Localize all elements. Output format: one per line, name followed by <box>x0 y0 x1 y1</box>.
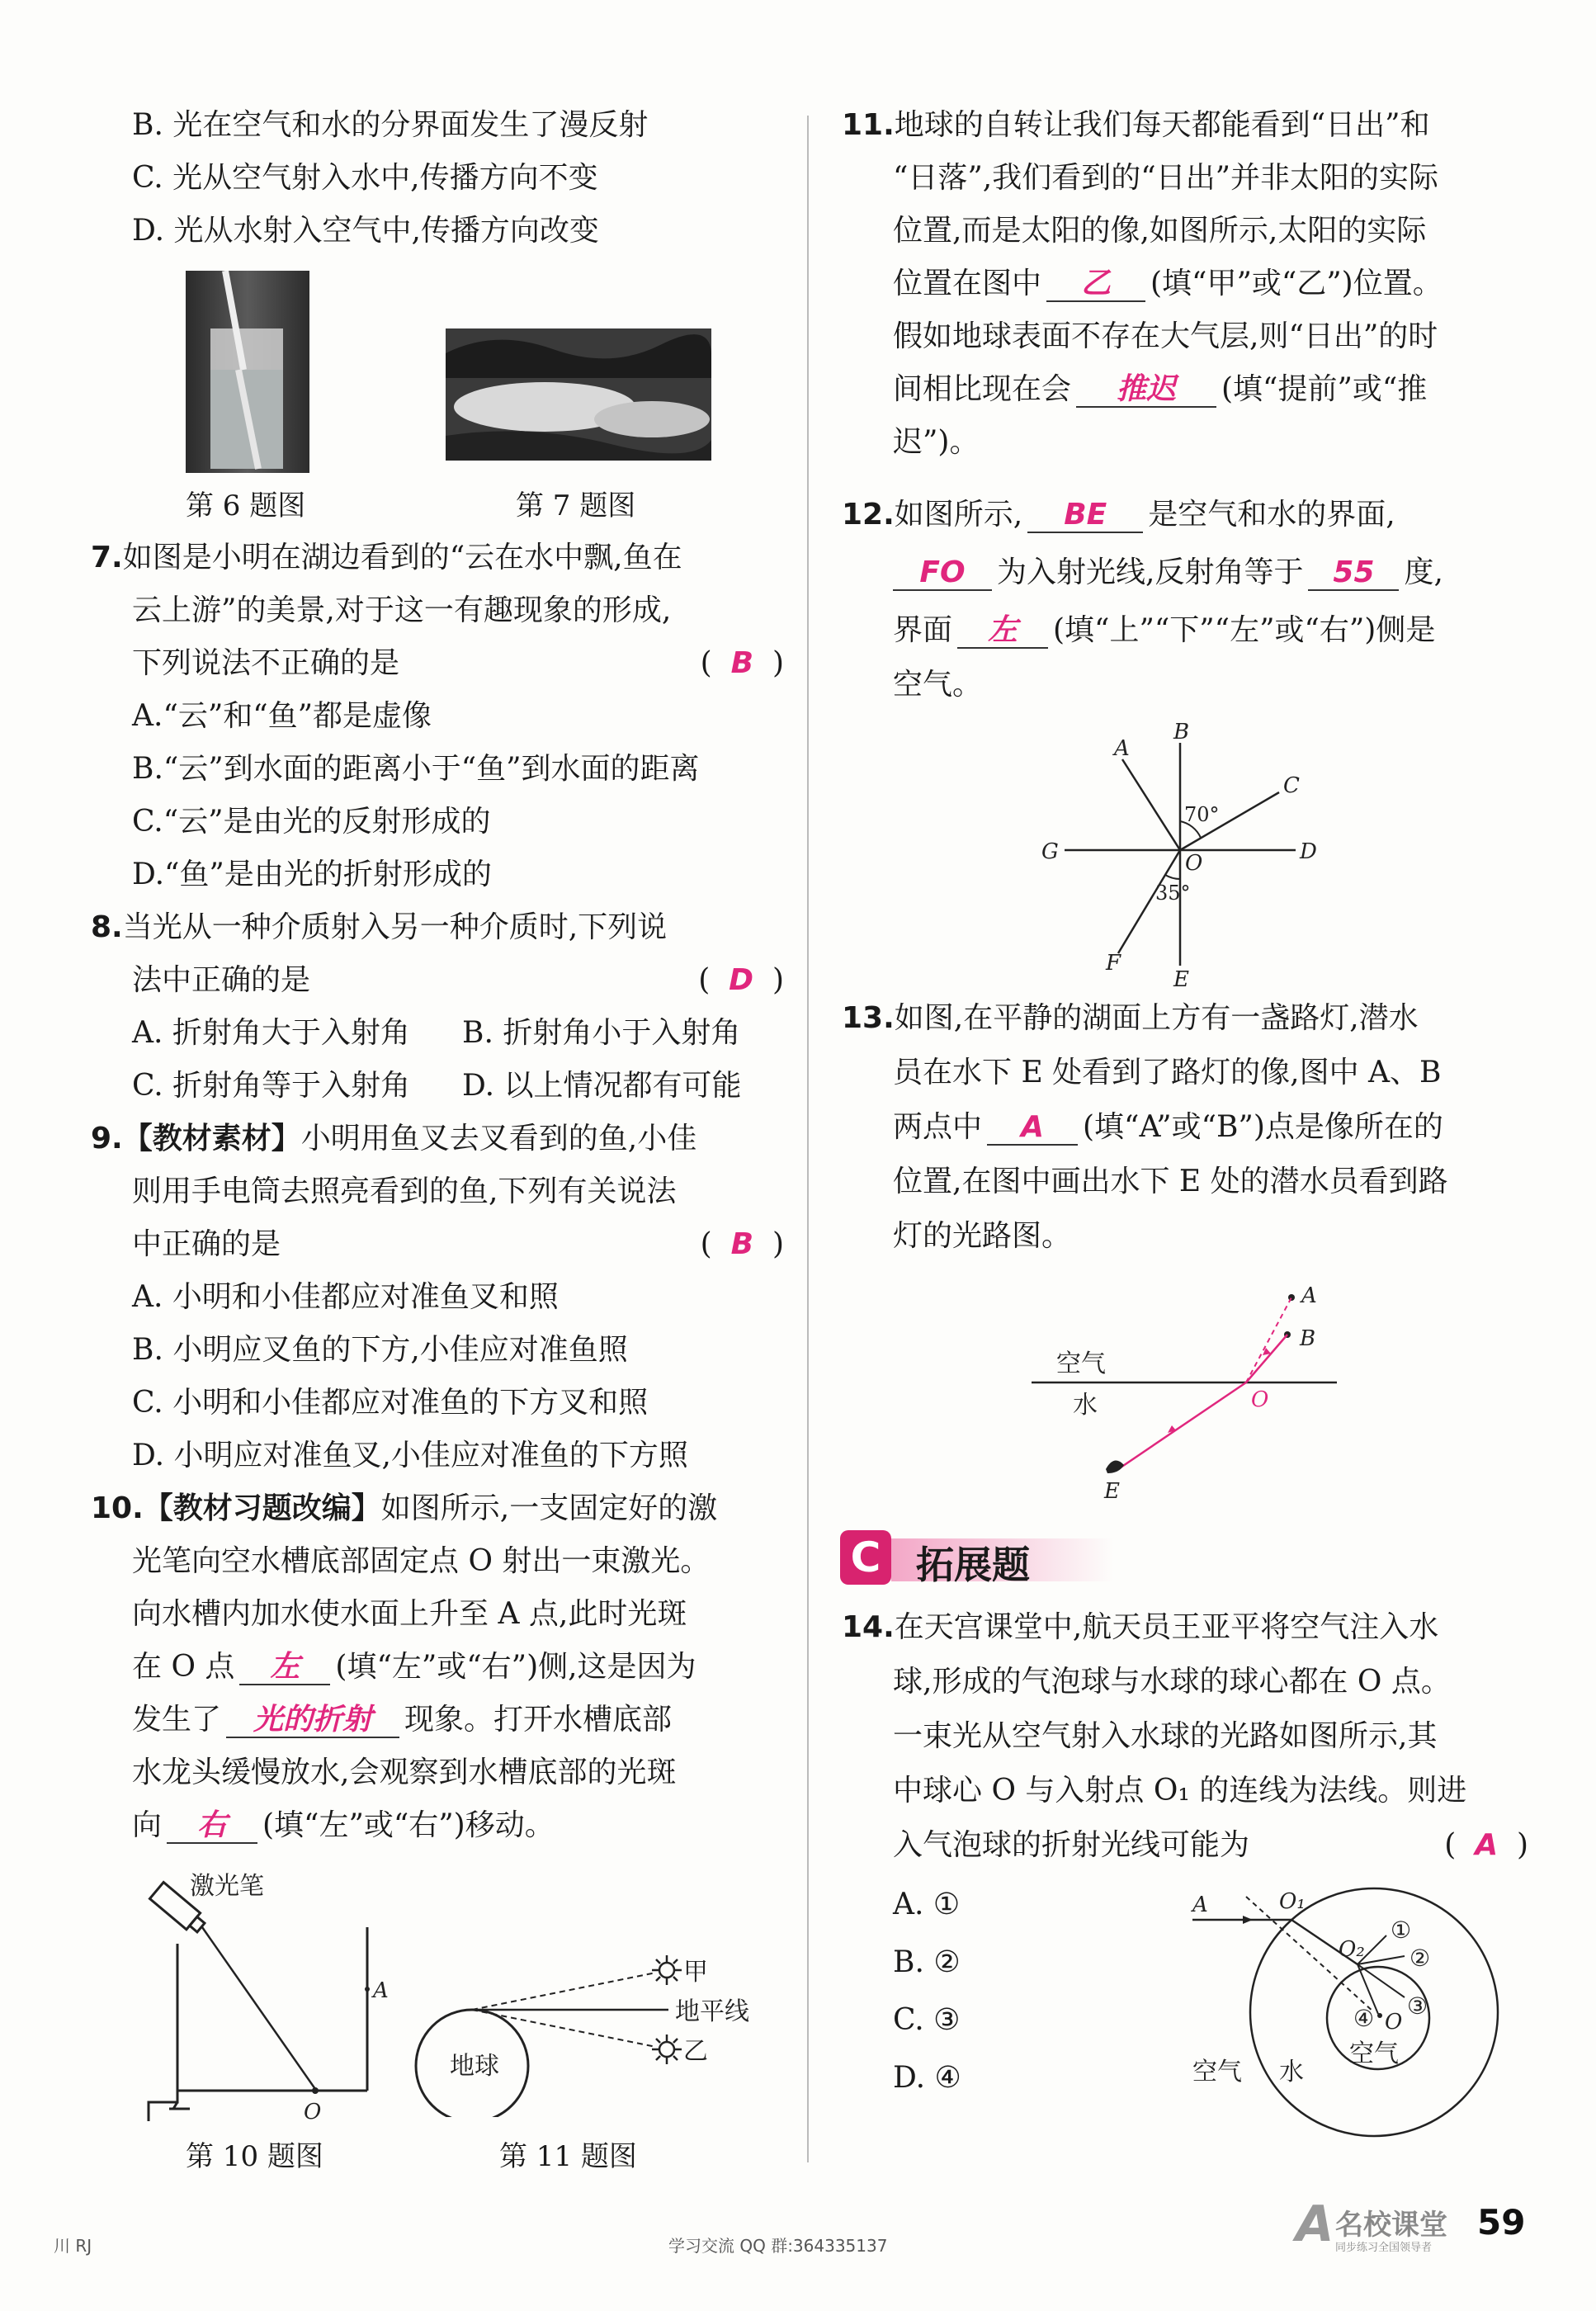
fig13-diagram <box>1023 1271 1370 1502</box>
q11-answer2: 推迟 <box>1117 372 1177 406</box>
brand-name: 名校课堂 <box>1335 2209 1447 2242</box>
fig14-air-inner: 空气 <box>1349 2039 1399 2068</box>
q8-answer: D <box>729 963 754 997</box>
fig10-point-a: A <box>373 1978 389 2003</box>
fig11-sun-yi <box>652 2035 682 2064</box>
footer-brand <box>1296 2195 1494 2261</box>
q7-option-b: B.“云”到水面的距离小于“鱼”到水面的距离 <box>132 752 700 786</box>
q9-answer: B <box>730 1227 754 1261</box>
q13-number: 13. <box>842 1001 895 1035</box>
section-c-letter: C <box>850 1534 881 1581</box>
q11-line6 <box>893 370 1427 409</box>
fig12-label-d: D <box>1300 839 1317 864</box>
q14-stem: 入气泡球的折射光线可能为 <box>893 1828 1250 1862</box>
q13-line5: 灯的光路图。 <box>893 1219 1072 1253</box>
fig7-caption: 第 7 题图 <box>516 489 636 522</box>
q10-answer1: 左 <box>270 1650 300 1684</box>
q14-option-b: B. ② <box>893 1945 961 1979</box>
q8-answer-paren: ( D ) <box>698 963 784 997</box>
q11-text: 地球的自转让我们每天都能看到“日出”和 <box>894 108 1430 142</box>
q7-line1 <box>91 538 682 578</box>
fig12-label-e: E <box>1173 967 1189 992</box>
fig11-earth-label: 地球 <box>450 2052 499 2081</box>
q12-line2b: 为入射光线,反射角等于 <box>997 555 1304 589</box>
q12-line3b: (填“上”“下”“左”或“右”)侧是 <box>1053 613 1436 647</box>
q12-number: 12. <box>842 498 895 532</box>
q12-blank2[interactable] <box>893 556 992 591</box>
q13-line4: 位置,在图中画出水下 E 处的潜水员看到路 <box>893 1165 1448 1198</box>
fig12-label-f: F <box>1106 951 1121 976</box>
q7-number: 7. <box>91 541 123 574</box>
q8-option-b: B. 折射角小于入射角 <box>462 1016 741 1050</box>
q11-line6b: (填“提前”或“推 <box>1221 372 1428 406</box>
q9-option-d: D. 小明应对准鱼叉,小佳应对准鱼的下方照 <box>132 1439 688 1472</box>
q8-option-d: D. 以上情况都有可能 <box>462 1069 742 1103</box>
q9-option-b: B. 小明应叉鱼的下方,小佳应对准鱼照 <box>132 1333 628 1367</box>
q13-answer1: A <box>1021 1110 1044 1144</box>
fig12-angle-35: 35° <box>1155 881 1191 905</box>
section-c-title: 拓展题 <box>916 1543 1030 1587</box>
q11-line1 <box>842 106 1430 145</box>
q13-line3 <box>893 1108 1443 1147</box>
fig14-ray-4: ④ <box>1353 2005 1375 2032</box>
footer-qq: 学习交流 QQ 群:364335137 <box>668 2236 888 2256</box>
q8-number: 8. <box>91 910 123 944</box>
fig13-label-b: B <box>1300 1326 1316 1351</box>
q8-option-c: C. 折射角等于入射角 <box>132 1069 411 1103</box>
q14-line5 <box>893 1826 1528 1865</box>
q7-answer: B <box>730 646 754 680</box>
q11-number: 11. <box>842 108 895 142</box>
q10-number: 10. <box>91 1491 144 1525</box>
q10-line4a: 在 O 点 <box>132 1650 235 1684</box>
q7-option-c: C.“云”是由光的反射形成的 <box>132 805 491 839</box>
q10-blank1[interactable] <box>239 1651 330 1685</box>
q11-blank1[interactable] <box>1046 267 1145 302</box>
fig13-label-o: O <box>1251 1387 1269 1412</box>
fig6-caption: 第 6 题图 <box>186 489 306 522</box>
q8-stem: 法中正确的是 <box>132 963 311 997</box>
q13-text: 如图,在平静的湖面上方有一盏路灯,潜水 <box>894 1001 1419 1035</box>
q12-blank3[interactable] <box>1308 556 1399 591</box>
q12-line1b: 是空气和水的界面, <box>1148 498 1395 532</box>
q13-line1 <box>842 999 1419 1038</box>
q10-blank3[interactable] <box>167 1809 257 1844</box>
q9-option-a: A. 小明和小佳都应对准鱼叉和照 <box>132 1280 559 1314</box>
fig14-ray-1: ① <box>1391 1916 1412 1944</box>
q7-line2: 云上游”的美景,对于这一有趣现象的形成, <box>132 593 672 627</box>
fig14-diagram <box>1188 1874 1518 2146</box>
q12-blank1[interactable] <box>1027 499 1143 533</box>
q12-line1 <box>842 495 1395 535</box>
q10-blank2[interactable] <box>226 1704 399 1738</box>
q13-line3a: 两点中 <box>893 1110 983 1144</box>
q12-line4: 空气。 <box>893 668 983 702</box>
footer-code: 川 RJ <box>54 2236 92 2256</box>
q8-text: 当光从一种介质射入另一种介质时,下列说 <box>122 910 668 944</box>
brand-sub: 同步练习全国领导者 <box>1335 2242 1433 2254</box>
q10-line3: 向水槽内加水使水面上升至 A 点,此时光斑 <box>132 1597 687 1631</box>
q12-answer3: 55 <box>1333 555 1375 589</box>
q14-line3: 一束光从空气射入水球的光路如图所示,其 <box>893 1719 1438 1753</box>
q10-answer2: 光的折射 <box>253 1703 373 1737</box>
page-number: 59 <box>1477 2202 1526 2242</box>
fig13-label-a: A <box>1301 1283 1317 1308</box>
q8-line1 <box>91 908 667 948</box>
fig14-ray-2: ② <box>1409 1945 1431 1972</box>
q10-text: 如图所示,一支固定好的激 <box>380 1491 718 1525</box>
fig11-yi-label: 乙 <box>683 2037 708 2066</box>
q12-line2c: 度, <box>1404 555 1443 589</box>
fig11-jia-label: 甲 <box>683 1958 708 1987</box>
q12-line3 <box>893 611 1435 650</box>
fig14-label-o2: O₂ <box>1339 1937 1365 1962</box>
q14-line1 <box>842 1608 1438 1647</box>
fig13-water-label: 水 <box>1073 1391 1098 1420</box>
q8-option-a: A. 折射角大于入射角 <box>132 1016 410 1050</box>
fig11-caption: 第 11 题图 <box>499 2140 637 2173</box>
fig12-label-o: O <box>1185 851 1203 876</box>
fig6-photo <box>186 271 309 473</box>
q12-answer2: FO <box>919 555 966 589</box>
q11-line4 <box>893 264 1443 304</box>
q14-option-a: A. ① <box>893 1888 961 1921</box>
fig14-label-o1: O₁ <box>1279 1889 1306 1914</box>
q13-line3b: (填“A”或“B”)点是像所在的 <box>1083 1110 1443 1144</box>
q7-answer-paren: ( B ) <box>700 646 784 680</box>
q13-line2: 员在水下 E 处看到了路灯的像,图中 A、B <box>893 1056 1442 1089</box>
q12-answer1: BE <box>1064 498 1107 532</box>
q11-answer1: 乙 <box>1081 267 1112 300</box>
q8-line2 <box>132 961 784 1000</box>
fig11-sun-jia <box>652 1955 682 1985</box>
q9-number: 9. <box>91 1122 123 1156</box>
q11-line3: 位置,而是太阳的像,如图所示,太阳的实际 <box>893 214 1427 248</box>
fig11-diagram <box>413 1944 776 2117</box>
q11-line7: 迟”)。 <box>893 425 980 459</box>
q14-text: 在天宫课堂中,航天员王亚平将空气注入水 <box>894 1610 1439 1644</box>
fig12-diagram <box>1023 718 1370 999</box>
fig12-label-a: A <box>1114 736 1130 761</box>
q11-blank2[interactable] <box>1076 373 1216 408</box>
fig11-horizon-label: 地平线 <box>675 1997 749 2026</box>
fig10-diagram <box>124 1861 404 2125</box>
q11-line2: “日落”,我们看到的“日出”并非太阳的实际 <box>893 161 1439 195</box>
q9-line3 <box>132 1225 784 1264</box>
q7-option-d: D.“鱼”是由光的折射形成的 <box>132 858 492 891</box>
q10-answer3: 右 <box>197 1808 228 1842</box>
q10-line5a: 发生了 <box>132 1703 222 1737</box>
q14-answer: A <box>1475 1828 1499 1862</box>
q11-line4b: (填“甲”或“乙”)位置。 <box>1150 267 1443 300</box>
q10-line1 <box>91 1489 717 1529</box>
fig14-ray-3: ③ <box>1407 1992 1428 2020</box>
q9-tag: 【教材素材】 <box>122 1122 301 1156</box>
q11-line4a: 位置在图中 <box>893 267 1042 300</box>
q6-option-c: C. 光从空气射入水中,传播方向不变 <box>132 161 598 195</box>
q12-blank4[interactable] <box>957 614 1048 649</box>
q12-line3a: 界面 <box>893 613 953 647</box>
fig12-label-c: C <box>1283 773 1300 798</box>
fig13-label-e: E <box>1104 1479 1120 1502</box>
q7-line3 <box>132 644 784 683</box>
fig14-water: 水 <box>1279 2058 1304 2087</box>
q7-text: 如图是小明在湖边看到的“云在水中飘,鱼在 <box>122 541 682 574</box>
q14-line4: 中球心 O 与入射点 O₁ 的连线为法线。则进 <box>893 1774 1467 1808</box>
fig10-point-o: O <box>304 2100 322 2124</box>
q14-option-d: D. ④ <box>893 2061 961 2095</box>
fig12-label-b: B <box>1173 720 1190 744</box>
q9-stem: 中正确的是 <box>132 1227 281 1261</box>
section-c-header <box>833 1520 1114 1590</box>
q12-line1a: 如图所示, <box>894 498 1023 532</box>
q10-line6: 水龙头缓慢放水,会观察到水槽底部的光斑 <box>132 1756 677 1789</box>
fig12-angle-70: 70° <box>1184 803 1220 826</box>
q9-option-c: C. 小明和小佳都应对准鱼的下方叉和照 <box>132 1386 649 1420</box>
q14-option-c: C. ③ <box>893 2003 961 2037</box>
q14-answer-paren: ( A ) <box>1444 1828 1528 1862</box>
q10-line4 <box>132 1647 696 1687</box>
q7-stem: 下列说法不正确的是 <box>132 646 400 680</box>
q12-line2 <box>893 553 1443 593</box>
q9-line2: 则用手电筒去照亮看到的鱼,下列有关说法 <box>132 1174 677 1208</box>
fig13-air-label: 空气 <box>1056 1349 1106 1378</box>
q12-answer4: 左 <box>988 613 1018 647</box>
fig10-caption: 第 10 题图 <box>186 2140 323 2173</box>
fig12-label-g: G <box>1041 839 1059 864</box>
q10-line4b: (填“左”或“右”)侧,这是因为 <box>335 1650 696 1684</box>
q7-option-a: A.“云”和“鱼”都是虚像 <box>132 699 432 733</box>
q9-text: 小明用鱼叉去叉看到的鱼,小佳 <box>300 1122 697 1156</box>
q10-line7b: (填“左”或“右”)移动。 <box>262 1808 555 1842</box>
q9-answer-paren: ( B ) <box>700 1227 784 1261</box>
fig14-label-o: O <box>1385 2010 1403 2035</box>
q10-line2: 光笔向空水槽底部固定点 O 射出一束激光。 <box>132 1544 711 1578</box>
q6-option-d: D. 光从水射入空气中,传播方向改变 <box>132 214 599 248</box>
fig14-air-outer: 空气 <box>1192 2058 1242 2087</box>
diver-icon <box>1106 1461 1124 1473</box>
q14-number: 14. <box>842 1610 895 1644</box>
q10-line5b: 现象。打开水槽底部 <box>404 1703 673 1737</box>
fig14-label-a: A <box>1192 1893 1208 1917</box>
fig7-photo <box>446 328 711 461</box>
fig10-laser-label: 激光笔 <box>190 1872 264 1901</box>
brand-logo-letter: A <box>1296 2195 1334 2253</box>
q11-line6a: 间相比现在会 <box>893 372 1072 406</box>
q6-option-b: B. 光在空气和水的分界面发生了漫反射 <box>132 108 649 142</box>
q10-line5 <box>132 1700 672 1740</box>
column-divider <box>807 116 809 2162</box>
q9-line1 <box>91 1119 696 1159</box>
q14-line2: 球,形成的气泡球与水球的球心都在 O 点。 <box>893 1665 1451 1699</box>
q10-line7a: 向 <box>132 1808 163 1842</box>
q10-tag: 【教材习题改编】 <box>143 1491 381 1525</box>
q11-line5: 假如地球表面不存在大气层,则“日出”的时 <box>893 319 1438 353</box>
q10-line7 <box>132 1806 555 1845</box>
q13-blank1[interactable] <box>987 1111 1078 1146</box>
